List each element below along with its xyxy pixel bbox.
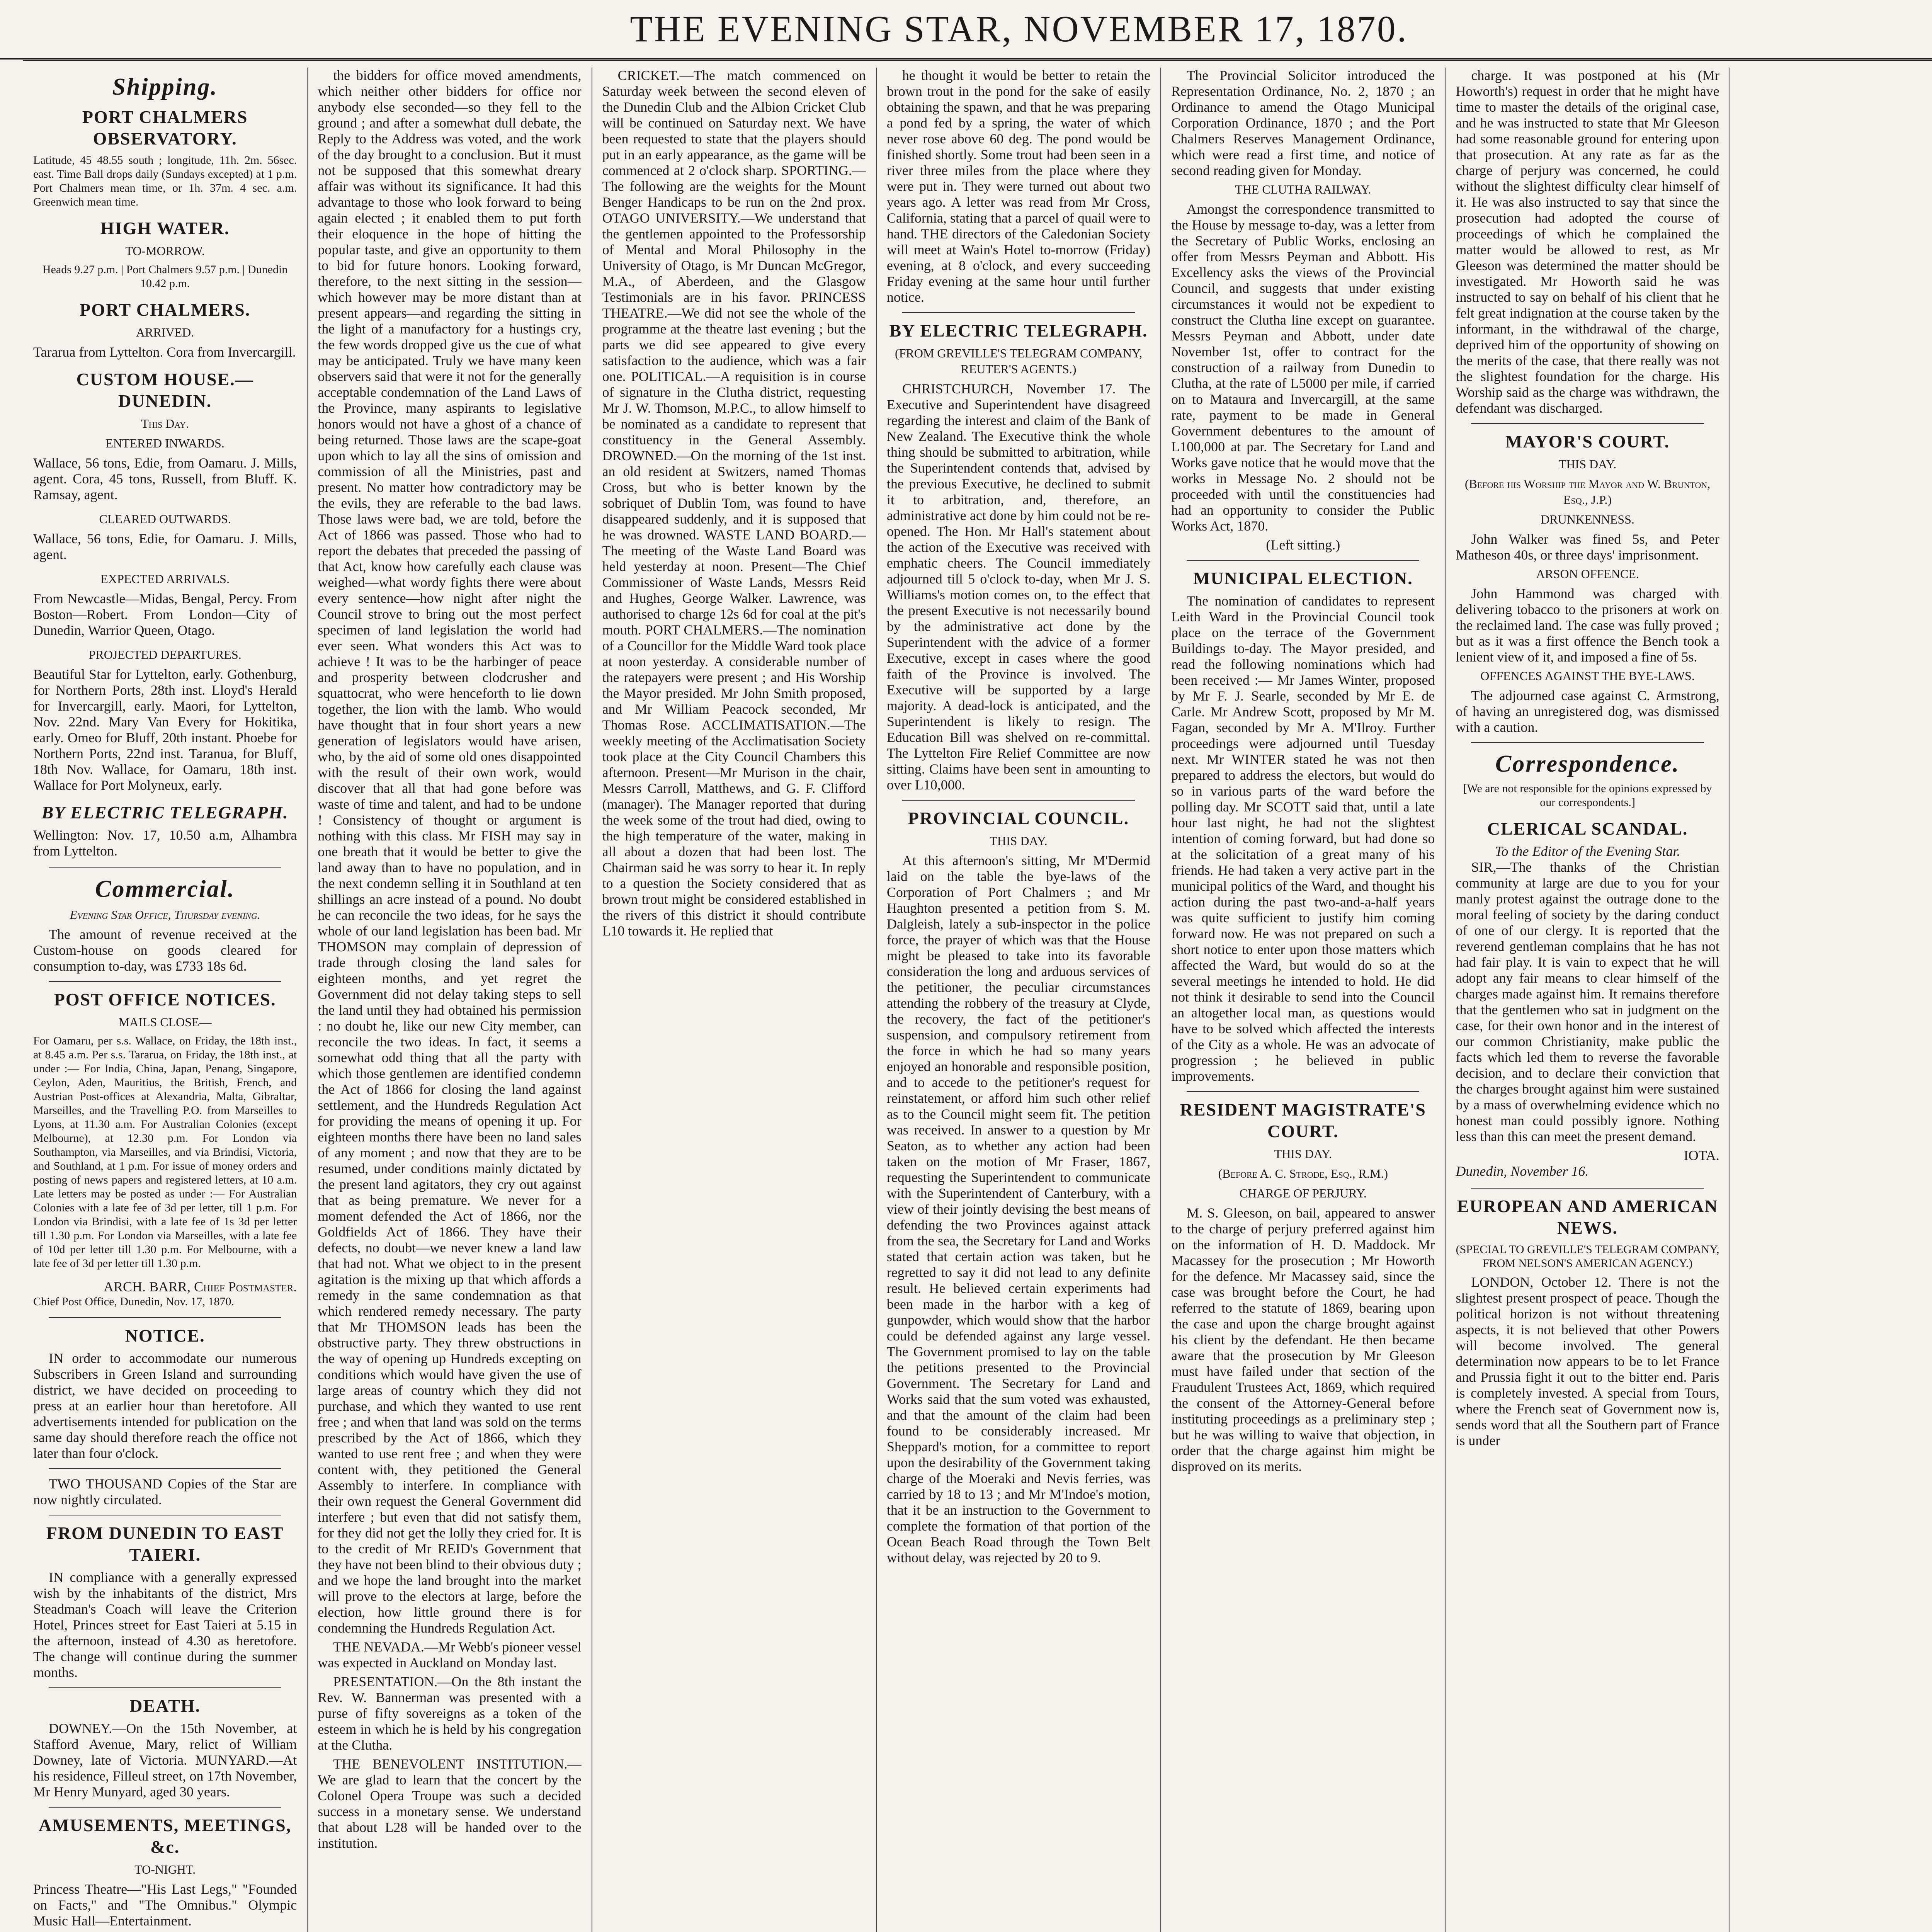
tonight-label: TO-NIGHT. bbox=[134, 1862, 196, 1876]
commercial-text: The amount of revenue received at the Custom-house on goods cleared for consumption to-day, was £733 18s 6d. bbox=[33, 927, 297, 974]
entered-label: ENTERED INWARDS. bbox=[105, 436, 224, 450]
amusements-heading: AMUSEMENTS, MEETINGS, &c. bbox=[39, 1815, 292, 1857]
expected-text: From Newcastle—Midas, Bengal, Percy. From Boston—Robert. From London—City of Dunedin, Warrior Queen, Otago. bbox=[33, 591, 297, 638]
amusements-text: Princess Theatre—"His Last Legs," "Founded on Facts," and "The Omnibus." Olympic Music Hall—Entertainment. bbox=[33, 1881, 297, 1929]
divider bbox=[49, 1687, 281, 1688]
european-news-text: LONDON, October 12. There is not the slightest present prospect of peace. Though the political horizon is not without threatening aspects, it is not believed that other Powers will become involved. The general determination now appears to be to let France and Prussia fight it out to the bitter end. Paris is completely invested. A special from Tours, where the French seat of Government now is, sends word that all the Southern part of France is under bbox=[1456, 1274, 1719, 1448]
commercial-sub: Evening Star Office, Thursday evening. bbox=[70, 908, 260, 922]
clerical-text: SIR,—The thanks of the Christian community at large are due to you for your manly protest against the outrage done to the moral feeling of society by the daring conduct of one of our clergy. It is reported that the reverend gentleman complains that he has not had fair play. It is vain to expect that he will adopt any fair means to clear himself of the charges made against him. It remains therefore that the gentlemen who sat in judgment on the case, for their own honor and in the interest of our common Christianity, make public the facts which led them to reverse the favorable decision, and to declare their conviction that the charges brought against him were sustained by a mass of overwhelming evidence which no honest man could possibly ignore. Nothing less than this can meet the present demand. bbox=[1456, 859, 1719, 1144]
observatory-heading: PORT CHALMERS OBSERVATORY. bbox=[82, 107, 248, 148]
divider bbox=[49, 1468, 281, 1469]
european-news-source: (SPECIAL TO GREVILLE'S TELEGRAM COMPANY, FROM NELSON'S AMERICAN AGENCY.) bbox=[1456, 1243, 1719, 1270]
column-7 bbox=[1730, 68, 1932, 1932]
post-office-signature: ARCH. BARR, Chief Postmaster. bbox=[104, 1279, 297, 1294]
bye-laws-heading: OFFENCES AGAINST THE BYE-LAWS. bbox=[1480, 669, 1695, 683]
divider bbox=[902, 800, 1135, 801]
taieri-text: IN compliance with a generally expressed wish by the inhabitants of the district, Mrs Steadman's Coach will leave the Criterion Hotel, Princes street for East Taieri at 5.15 in the afternoon, instead of 4.30 as heretofore. The change will continue during the summer months. bbox=[33, 1570, 297, 1680]
post-office-text: For Oamaru, per s.s. Wallace, on Friday, the 18th inst., at 8.45 a.m. Per s.s. Tararua, on Friday, the 18th inst., at under :— For India, China, Japan, Penang, Singapore, Ceylon, Aden, Mauritius, the British, French, and Austrian Post-offices at Alexandria, Malta, Gibraltar, Marseilles, and the Travelling P.O. from Marseilles to Lyons, at 11.30 a.m. For Australian Colonies (except Melbourne), at 12.30 p.m. For London via Southampton, via Marseilles, and via Brindisi, Victoria, and Southland, at 1 p.m. For issue of money orders and posting of news papers and registered letters, at 10 a.m. Late letters may be posted as under :— For Australian Colonies with a late fee of 3d per letter, till 1 p.m. For London via Brindisi, with a late fee of 1s 3d per letter till 1.30 p.m. For London via Marseilles, with a late fee of 10d per letter till 1.30 p.m. For Melbourne, with a late fee of 3d per letter till 1.30 p.m. bbox=[33, 1034, 297, 1270]
column-6 bbox=[1446, 68, 1730, 1932]
shipping-heading: Shipping. bbox=[112, 74, 218, 100]
provincial-heading: PROVINCIAL COUNCIL. bbox=[908, 808, 1129, 828]
divider bbox=[49, 1807, 281, 1808]
columns bbox=[23, 68, 1932, 1932]
drunkenness-heading: DRUNKENNESS. bbox=[1541, 512, 1634, 526]
railway-text: Amongst the correspondence transmitted to the House by message to-day, was a letter from the Secretary of Public Works, enclosing an offer from Messrs Peyman and Abbott. His Excellency asks the views of the Provincial Council, and suggests that under existing circumstances it would not be expedient to construct the Clutha line except on guarantee. Messrs Peyman and Abbott, under date November 1st, offer to contract for the construction of a railway from Dunedin to Clutha, at the rate of L5000 per mile, if carried on to Mataura and Invercargill, at the same rate, payment to be made in General Government debentures to the amount of L100,000 at par. The Secretary for Land and Works gave notice that he would move that the works in Message No. 2 should not be proceeded with until the constituencies had had an opportunity to consider the Public Works Act, 1870. bbox=[1171, 201, 1435, 534]
resident-court-sub: THIS DAY. bbox=[1274, 1147, 1332, 1161]
high-water-heading: HIGH WATER. bbox=[100, 218, 230, 238]
tomorrow-label: TO-MORROW. bbox=[125, 244, 205, 258]
left-sitting: (Left sitting.) bbox=[1266, 537, 1340, 553]
clerical-date: Dunedin, November 16. bbox=[1456, 1163, 1589, 1179]
correspondence-note: [We are not responsible for the opinions expressed by our correspondents.] bbox=[1463, 782, 1712, 809]
death-text: DOWNEY.—On the 15th November, at Stafford Avenue, Mary, relict of William Downey, late of Victoria. MUNYARD.—At his residence, Filleul street, on 17th November, Mr Henry Munyard, aged 30 years. bbox=[33, 1721, 297, 1799]
offence-heading: ARSON OFFENCE. bbox=[1536, 567, 1639, 581]
benevolent-paragraph: THE BENEVOLENT INSTITUTION.—We are glad to learn that the concert by the Colonel Opera Troupe was such a decided success in a monetary sense. We understand that about L28 will be handed over to the institution. bbox=[318, 1756, 582, 1851]
nevada-paragraph: THE NEVADA.—Mr Webb's pioneer vessel was expected in Auckland on Monday last. bbox=[318, 1639, 582, 1670]
folio-rule bbox=[23, 60, 1932, 61]
notice-heading: NOTICE. bbox=[125, 1326, 205, 1345]
projected-label: PROJECTED DEPARTURES. bbox=[88, 648, 242, 662]
drunkenness-text: John Walker was fined 5s, and Peter Matheson 40s, or three days' imprisonment. bbox=[1456, 531, 1719, 563]
resident-court-heading: RESIDENT MAGISTRATE'S COURT. bbox=[1180, 1100, 1426, 1141]
divider bbox=[1187, 560, 1419, 561]
port-heading: PORT CHALMERS. bbox=[80, 300, 251, 320]
provincial-continued: The Provincial Solicitor introduced the Representation Ordinance, No. 2, 1870 ; an Ordinance to amend the Otago Municipal Corporation Ordinance, 1870 ; and the Port Chalmers Reserves Management Ordinance, which were read a first time, and notice of second reading given for Monday. bbox=[1171, 68, 1435, 178]
acclimatisation-continued: he thought it would be better to retain the brown trout in the pond for the sake of easily obtaining the spawn, and that he was preparing a pond fed by a spring, the water of which never rose above 60 deg. The pond would be finished shortly. Some trout had been seen in a river three miles from the place where they were put in. They were turned out about two years ago. A letter was read from Mr Cross, California, stating that a parcel of quail were to hand. THE directors of the Caledonian Society will meet at Wain's Hotel to-morrow (Friday) evening, at 8 o'clock, and every succeeding Friday evening at the same hour until further notice. bbox=[886, 68, 1151, 305]
electric-heading: BY ELECTRIC TELEGRAPH. bbox=[41, 803, 289, 822]
post-office-heading: POST OFFICE NOTICES. bbox=[54, 990, 276, 1009]
local-news-text: CRICKET.—The match commenced on Saturday week between the second eleven of the Dunedin Club and the Albion Cricket Club will be continued on Saturday next. We have been requested to state that the players should put in an early appearance, as the game will be commenced at 2 o'clock sharp. SPORTING.—The following are the weights for the Mount Benger Handicaps to be run on the 2nd prox. OTAGO UNIVERSITY.—We understand that the gentlemen appointed to the Professorship of Mental and Moral Philosophy in the University of Otago, is Mr Duncan McGregor, M.A., of Aberdeen, and the Glasgow Testimonials are in his favor. PRINCESS THEATRE.—We did not see the whole of the programme at the theatre last evening ; but the parts we did see appeared to give every satisfaction to the audience, which was a fair one. POLITICAL.—A requisition is in course of signature in the Clutha district, requesting Mr J. W. Thomson, M.P.C., to allow himself to be nominated as a candidate to represent that constituency in the General Assembly. DROWNED.—On the morning of the 1st inst. an old resident at Switzers, named Thomas Cross, but who is better known by the sobriquet of Dublin Tom, was found to have disappeared suddenly, and it is supposed that he was drowned. WASTE LAND BOARD.—The meeting of the Waste Land Board was held yesterday at noon. Present—The Chief Commissioner of Waste Lands, Messrs Reid and Hughes, George Walker. Lawrence, was authorised to charge 12s 6d for coal at the pit's mouth. PORT CHALMERS.—The nomination of a Councillor for the Middle Ward took place at noon yesterday. A considerable number of the ratepayers were present ; and His Worship the Mayor presided. Mr John Smith proposed, and Mr William Peacock seconded, Mr Thomas Rose. ACCLIMATISATION.—The weekly meeting of the Acclimatisation Society took place at the City Council Chambers this afternoon. Present—Mr Murison in the chair, Messrs Carroll, Matthews, and G. F. Clifford (manager). The Manager reported that during the week some of the trout had died, owing to the high temperature of the water, making in all about a dozen that had been lost. The Chairman said he was sorry to hear it. In reply to a question the Society considered that as brown trout might be considered established in the rivers of this district it should contribute L10 towards it. He replied that bbox=[602, 68, 866, 939]
circulation-notice: TWO THOUSAND Copies of the Star are now nightly circulated. bbox=[33, 1476, 297, 1507]
projected-text: Beautiful Star for Lyttelton, early. Gothenburg, for Northern Ports, 28th inst. Lloyd's Herald for Invercargill, early. Maori, for Lyttelton, Nov. 22nd. Mary Van Every for Hokitika, early. Omeo for Bluff, 20th instant. Phoebe for Northern Ports, 22nd inst. Taranua, for Bluff, 18th Nov. Wallace, for Oamaru, 18th inst. Wallace for Port Molyneux, early. bbox=[33, 667, 297, 793]
post-office-date: Chief Post Office, Dunedin, Nov. 17, 1870. bbox=[33, 1295, 234, 1308]
divider bbox=[49, 1317, 281, 1318]
divider bbox=[1471, 742, 1704, 743]
cleared-label: CLEARED OUTWARDS. bbox=[99, 512, 231, 526]
provincial-sub: THIS DAY. bbox=[990, 834, 1048, 848]
mayors-court-sub: THIS DAY. bbox=[1558, 457, 1617, 471]
telegraph-source: (FROM GREVILLE'S TELEGRAM COMPANY, REUTER'S AGENTS.) bbox=[895, 346, 1142, 376]
expected-label: EXPECTED ARRIVALS. bbox=[100, 572, 230, 586]
leader-continued: the bidders for office moved amendments, which neither other bidders for office nor anybody else seconded—so they fell to the ground ; and after a somewhat dull debate, the Reply to the Address was voted, and the work of the day brought to a conclusion. But it must not be supposed that this somewhat dreary affair was without its significance. It had this advantage to those who look forward to being again elected ; it enabled them to put forth their eloquence in the hope of hitting the popular taste, and give an opportunity to them to bid for future honors. Looking forward, therefore, to the next sitting in the session—which however may be more distant than at present appears—and regarding the sitting in the light of a manufactory for a hustings cry, the few words dropped give us the cue of what may be anticipated. Truly we have many keen observers said that were it not for the generally acceptable condemnation of the Land Laws of the Province, many aspirants to legislative honors would not have a ghost of a chance of being returned. Those laws are the scape-goat upon which to lay all the sins of omission and commission of all the Ministries, past and present. No matter how contradictory may be the evils, they are referable to the bad laws. Those laws were bad, we are told, before the Act of 1866 was passed. Those who had to report the debates that preceded the passing of that Act, know how carefully each clause was weighed—what wordy fights there were about every sentence—how night after night the Council strove to bring out the most perfect specimen of land legislation the world had ever seen. What wonders this Act was to achieve ! It was to be the harbinger of peace and prosperity between clodcrusher and squattocrat, who were henceforth to lie down together, the lion with the lamb. Who would have thought that in four short years a new generation of legislators would have arisen, who, by the aid of some old ones disappointed with the result of their own work, would discover that all that had gone before was waste of time and talent, and had to be undone ! Consistency of thought or argument is nothing with this class. Mr FISH may say in one breath that it would be better to give the land away than to have no population, and in the next condemn selling it in Southland at ten shillings an acre instead of a pound. No doubt he can reconcile the two ideas, for he says the whole of our land legislation has been bad. Mr THOMSON may complain of depression of trade through closing the land sales for eighteen months, and yet regret the Government did not delay taking steps to sell the land until they had obtained his permission : no doubt he, like our new City member, can reconcile the two ideas. In fact, it seems a somewhat odd thing that all the party with which those gentlemen are identified condemn the Act of 1866 for closing the land against settlement, and the Hundreds Regulation Act for providing the means of opening it up. For eighteen months there have been no land sales of any moment ; and now that they are to be resumed, under conditions mainly dictated by the present land agitators, they cry out against that as being premature. We never for a moment defended the Act of 1866, nor the Goldfields Act of 1866. They have their defects, no doubt—we never knew a land law that had not. What we object to in the present agitation is the mixing up that which affords a remedy in the same condemnation as that which rendered remedy necessary. The party that Mr THOMSON leads has been the obstructive party. They threw obstructions in the way of opening up Hundreds excepting on conditions which would have given the use of large areas of country which they did not purchase, and which they wanted to use rent free ; and when that land was sold on the terms prescribed by the Act of 1866, which they wanted to use rent free ; and when they were content with, they petitioned the General Assembly to interfere. In compliance with their own request the General Government did interfere ; but even that did not satisfy them, for they did not get the lolly they cried for. It is to the credit of Mr REID's Government that they have not been blind to their obvious duty ; and we hope the land brought into the market will prove to the electors at large, before the election, how little ground there is for condemning the Hundreds Regulation Act. bbox=[318, 68, 582, 1636]
taieri-heading: FROM DUNEDIN TO EAST TAIERI. bbox=[46, 1523, 284, 1565]
municipal-text: The nomination of candidates to represent Leith Ward in the Provincial Council took place on the terrace of the Government Buildings to-day. The Mayor presided, and read the following nominations which had been received :— Mr James Winter, proposed by Mr F. J. Searle, seconded by Mr E. de Carle. Mr Andrew Scott, proposed by Mr M. Fagan, seconded by Mr A. M'Ilroy. Further proceedings were adjourned until Tuesday next. Mr WINTER stated he was not then prepared to address the electors, but would do so in various parts of the ward before the polling day. Mr SCOTT said that, until a late hour last night, he had not the slightest intention of coming forward, but had done so at the solicitation of a great many of his friends. He had taken a very active part in the municipal politics of the Ward, and thought his action during the past two-and-a-half years was quite sufficient to justify him coming forward now. He was not prepared on such a short notice to enter upon those matters which affected the Ward, but would do so at the several meetings he intended to hold. He did not think it desirable to send into the Council an altogether local man, as questions would have to be solved which affected the interests of the City as a whole. He was an advocate of progression ; he believed in public improvements. bbox=[1171, 593, 1435, 1084]
european-news-heading: EUROPEAN AND AMERICAN NEWS. bbox=[1457, 1196, 1718, 1238]
bye-laws-text: The adjourned case against C. Armstrong, of having an unregistered dog, was dismissed with a caution. bbox=[1456, 688, 1719, 735]
folio-masthead: THE EVENING STAR, NOVEMBER 17, 1870. bbox=[0, 0, 1932, 60]
clerical-signature: IOTA. bbox=[1684, 1148, 1719, 1163]
this-day-label: This Day. bbox=[141, 417, 189, 430]
divider bbox=[49, 867, 281, 868]
cleared-text: Wallace, 56 tons, Edie, for Oamaru. J. Mills, agent. bbox=[33, 531, 297, 562]
tide-times: Heads 9.27 p.m. | Port Chalmers 9.57 p.m. | Dunedin 10.42 p.m. bbox=[42, 263, 288, 290]
clerical-addressee: To the Editor of the Evening Star. bbox=[1495, 844, 1680, 859]
arrived-label: ARRIVED. bbox=[136, 325, 194, 339]
column-4 bbox=[877, 68, 1161, 1932]
divider bbox=[1471, 1188, 1704, 1189]
resident-court-bench: (Before A. C. Strode, Esq., R.M.) bbox=[1218, 1167, 1388, 1180]
presentation-paragraph: PRESENTATION.—On the 8th instant the Rev. W. Bannerman was presented with a purse of fifty sovereigns as a token of the esteem in which he is held by his congregation at the Clutha. bbox=[318, 1674, 582, 1753]
perjury-text: M. S. Gleeson, on bail, appeared to answer to the charge of perjury preferred against him on the information of H. D. Maddock. Mr Macassey for the prosecution ; Mr Howorth for the defence. Mr Macassey said, since the case was brought before the Court, he had referred to the statute of 1869, bearing upon the case and upon the charge brought against his client by the defendant. He then became aware that the prosecution by Mr Gleeson must have failed under that section of the Fraudulent Trustees Act, 1869, which required the consent of the Attorney-General before instituting proceedings as a preliminary step ; but he was willing to waive that objection, in order that the charge against him might be disproved on its merits. bbox=[1171, 1205, 1435, 1474]
electric-text: Wellington: Nov. 17, 10.50 a.m, Alhambra from Lyttelton. bbox=[33, 827, 297, 859]
commercial-heading: Commercial. bbox=[95, 876, 235, 902]
telegraph-text: CHRISTCHURCH, November 17. The Executive and Superintendent have disagreed regarding the interest and claim of the Bank of New Zealand. The Executive think the whole thing should be submitted to arbitration, while the Superintendent contends that, advised by the previous Executive, he declined to submit it to arbitration, and, therefore, an administrative act done by him could not be re-opened. The Hon. Mr Hall's statement about the action of the Executive was received with emphatic cheers. The Council immediately adjourned till 5 o'clock to-day, when Mr J. S. Williams's motion comes on, to the effect that the present Executive is not necessarily bound by the administrative act done by the Superintendent with the advice of a former Executive, except in cases where the good faith of the Province is involved. The Executive will be supported by a large majority. A dead-lock is anticipated, and the Superintendent is likely to resign. The Education Bill was shelved on re-committal. The Lyttelton Fire Relief Committee are now sitting. Claims have been sent in amounting to over L10,000. bbox=[886, 381, 1151, 793]
mayors-court-bench: (Before his Worship the Mayor and W. Brunton, Esq., J.P.) bbox=[1464, 477, 1711, 507]
entered-text: Wallace, 56 tons, Edie, from Oamaru. J. Mills, agent. Cora, 45 tons, Russell, from Bluff. K. Ramsay, agent. bbox=[33, 455, 297, 502]
divider bbox=[902, 312, 1135, 313]
column-2 bbox=[308, 68, 592, 1932]
perjury-heading: CHARGE OF PERJURY. bbox=[1239, 1186, 1367, 1200]
divider bbox=[1187, 1091, 1419, 1092]
offence-text: John Hammond was charged with delivering tobacco to the prisoners at work on the reclaimed land. The case was fully proved ; but as it was a first offence the Bench took a lenient view of it, and imposed a fine of 5s. bbox=[1456, 586, 1719, 665]
death-heading: DEATH. bbox=[129, 1696, 201, 1716]
divider bbox=[1471, 423, 1704, 424]
telegraph-heading: BY ELECTRIC TELEGRAPH. bbox=[889, 321, 1148, 340]
railway-heading: THE CLUTHA RAILWAY. bbox=[1235, 182, 1371, 196]
observatory-text: Latitude, 45 48.55 south ; longitude, 11h. 2m. 56sec. east. Time Ball drops daily (Sundays excepted) at 1 p.m. Port Chalmers mean time, or 1h. 37m. 4 sec. a.m. Greenwich mean time. bbox=[33, 154, 297, 208]
customs-heading: CUSTOM HOUSE.—DUNEDIN. bbox=[76, 369, 254, 411]
divider bbox=[49, 981, 281, 982]
provincial-text: At this afternoon's sitting, Mr M'Dermid laid on the table the bye-laws of the Corporation of Port Chalmers ; and Mr Haughton presented a petition from S. M. Dalgleish, lately a sub-inspector in the police force, the prayer of which was that the House might be pleased to take into its favorable consideration the long and arduous services of the petitioner, the peculiar circumstances attending the robbery of the treasury at Clyde, the recovery, the fact of the petitioner's suspension, and compulsory retirement from the force in which he had so many years enjoyed an honorable and responsible position, and to accede to the petitioner's request for reinstatement, or afford him such other relief as to the Council might seem fit. The petition was received. In answer to a question by Mr Seaton, as to whether any action had been taken on the motion of Mr Fraser, 1867, requesting the Superintendent to communicate with the Superintendent of Canterbury, with a view of their jointly devising the best means of defending the two Provinces against attack from the sea, the Secretary for Land and Works stated that certain action was taken, but he regretted to say it did not lead to any definite result. He believed certain experiments had been made in the harbor with a keg of gunpowder, which would show that the harbor could be defended against any large vessel. The Government promised to lay on the table the petitions presented to the Provincial Government. The Secretary for Land and Works said that the sum voted was exhausted, and that the amount of the claim had been found to be considerably increased. Mr Sheppard's motion, for a committee to report upon the desirability of the Government taking charge of the Moeraki and Nevis ferries, was carried by 18 to 13 ; and Mr M'Indoe's motion, that it be an instruction to the Government to complete the formation of that portion of the Ocean Beach Road through the Town Belt without delay, was rejected by 20 to 9. bbox=[886, 853, 1151, 1565]
arrived-text: Tararua from Lyttelton. Cora from Invercargill. bbox=[33, 344, 296, 360]
column-5 bbox=[1161, 68, 1446, 1932]
municipal-heading: MUNICIPAL ELECTION. bbox=[1193, 568, 1413, 588]
mails-label: MAILS CLOSE— bbox=[118, 1015, 212, 1029]
notice-text: IN order to accommodate our numerous Subscribers in Green Island and surrounding district, we have decided on proceeding to press at an earlier hour than heretofore. All advertisements intended for publication on the same day should therefore reach the office not later than four o'clock. bbox=[33, 1350, 297, 1461]
correspondence-heading: Correspondence. bbox=[1495, 751, 1680, 777]
column-1 bbox=[23, 68, 308, 1932]
mayors-court-heading: MAYOR'S COURT. bbox=[1505, 432, 1670, 451]
clerical-heading: CLERICAL SCANDAL. bbox=[1487, 819, 1688, 838]
perjury-continued: charge. It was postponed at his (Mr Howorth's) request in order that he might have time to master the details of the original case, and he was instructed to state that Mr Gleeson had some reasonable ground for entering upon that prosecution. At any rate as far as the charge of perjury was concerned, he could without the slightest difficulty clear himself of it. He was also instructed to say that since the prosecution had adopted the course of proceedings of which he complained the matter would be allowed to rest, as Mr Gleeson was determined the matter should be investigated. Mr Howorth said he was instructed to say on behalf of his client that he felt great indignation at the course taken by the informant, in the withdrawal of the charge, deprived him of the opportunity of showing on the merits of the case, that there really was not the slightest foundation for the charge. His Worship said as the charge was withdrawn, the defendant was discharged. bbox=[1456, 68, 1719, 416]
column-3 bbox=[592, 68, 877, 1932]
